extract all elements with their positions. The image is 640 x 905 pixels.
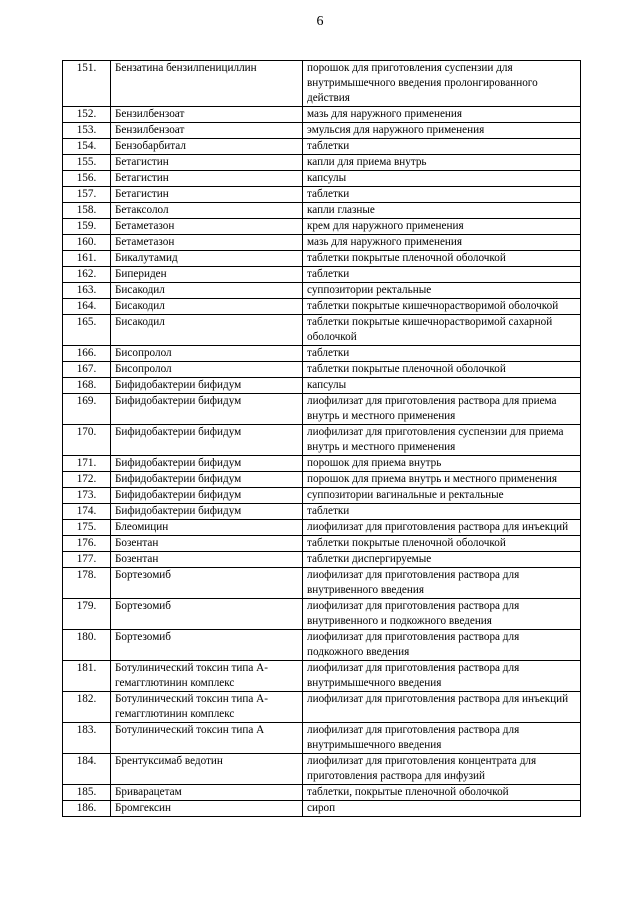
table-row: [63, 251, 581, 267]
dosage-form: таблетки: [303, 346, 581, 362]
table-row: [63, 504, 581, 520]
drug-name: Бензобарбитал: [111, 139, 303, 155]
table-row: [63, 394, 581, 425]
drug-name: Бортезомиб: [111, 599, 303, 630]
row-number: 156.: [63, 171, 111, 187]
drug-name: Бикалутамид: [111, 251, 303, 267]
table-row: [63, 155, 581, 171]
table-row: [63, 346, 581, 362]
dosage-form: лиофилизат для приготовления раствора для инъекций: [303, 692, 581, 723]
table-row: [63, 107, 581, 123]
drug-name: Бисакодил: [111, 283, 303, 299]
row-number: 169.: [63, 394, 111, 425]
row-number: 154.: [63, 139, 111, 155]
drug-name: Ботулинический токсин типа А-гемагглютинин комплекс: [111, 661, 303, 692]
drug-name: Бензатина бензилпенициллин: [111, 61, 303, 107]
drug-name: Бозентан: [111, 552, 303, 568]
table-row: [63, 61, 581, 107]
dosage-form: таблетки: [303, 187, 581, 203]
dosage-form: лиофилизат для приготовления раствора для подкожного введения: [303, 630, 581, 661]
drug-name: Бифидобактерии бифидум: [111, 425, 303, 456]
row-number: 172.: [63, 472, 111, 488]
row-number: 171.: [63, 456, 111, 472]
dosage-form: лиофилизат для приготовления суспензии для приема внутрь и местного применения: [303, 425, 581, 456]
dosage-form: таблетки покрытые пленочной оболочкой: [303, 251, 581, 267]
drug-name: Брентуксимаб ведотин: [111, 754, 303, 785]
drug-list-table: [62, 60, 581, 817]
drug-name: Бетагистин: [111, 155, 303, 171]
dosage-form: эмульсия для наружного применения: [303, 123, 581, 139]
drug-name: Бензилбензоат: [111, 107, 303, 123]
row-number: 184.: [63, 754, 111, 785]
row-number: 176.: [63, 536, 111, 552]
dosage-form: таблетки покрытые пленочной оболочкой: [303, 536, 581, 552]
drug-name: Бифидобактерии бифидум: [111, 378, 303, 394]
drug-name: Бортезомиб: [111, 630, 303, 661]
dosage-form: мазь для наружного применения: [303, 235, 581, 251]
row-number: 165.: [63, 315, 111, 346]
dosage-form: таблетки, покрытые пленочной оболочкой: [303, 785, 581, 801]
table-row: [63, 488, 581, 504]
table-row: [63, 187, 581, 203]
drug-name: Ботулинический токсин типа А: [111, 723, 303, 754]
drug-name: Бозентан: [111, 536, 303, 552]
table-row: [63, 785, 581, 801]
row-number: 180.: [63, 630, 111, 661]
row-number: 175.: [63, 520, 111, 536]
drug-name: Бипериден: [111, 267, 303, 283]
row-number: 153.: [63, 123, 111, 139]
dosage-form: суппозитории вагинальные и ректальные: [303, 488, 581, 504]
row-number: 177.: [63, 552, 111, 568]
table-row: [63, 267, 581, 283]
row-number: 161.: [63, 251, 111, 267]
table-row: [63, 139, 581, 155]
dosage-form: порошок для приема внутрь: [303, 456, 581, 472]
drug-name: Бифидобактерии бифидум: [111, 488, 303, 504]
table-row: [63, 520, 581, 536]
table-body: [63, 61, 581, 817]
dosage-form: таблетки покрытые кишечнорастворимой оболочкой: [303, 299, 581, 315]
row-number: 179.: [63, 599, 111, 630]
row-number: 174.: [63, 504, 111, 520]
dosage-form: капли глазные: [303, 203, 581, 219]
row-number: 164.: [63, 299, 111, 315]
row-number: 182.: [63, 692, 111, 723]
row-number: 151.: [63, 61, 111, 107]
dosage-form: лиофилизат для приготовления раствора для внутривенного и подкожного введения: [303, 599, 581, 630]
dosage-form: капсулы: [303, 378, 581, 394]
drug-name: Бисопролол: [111, 362, 303, 378]
row-number: 167.: [63, 362, 111, 378]
drug-name: Бетаксолол: [111, 203, 303, 219]
page-number: 6: [316, 14, 324, 29]
dosage-form: таблетки покрытые пленочной оболочкой: [303, 362, 581, 378]
dosage-form: мазь для наружного применения: [303, 107, 581, 123]
dosage-form: таблетки: [303, 139, 581, 155]
table-row: [63, 171, 581, 187]
table-row: [63, 536, 581, 552]
dosage-form: лиофилизат для приготовления раствора для внутривенного введения: [303, 568, 581, 599]
table-row: [63, 599, 581, 630]
dosage-form: лиофилизат для приготовления раствора для внутримышечного введения: [303, 723, 581, 754]
table-row: [63, 315, 581, 346]
row-number: 152.: [63, 107, 111, 123]
row-number: 173.: [63, 488, 111, 504]
drug-name: Бриварацетам: [111, 785, 303, 801]
drug-name: Бортезомиб: [111, 568, 303, 599]
drug-name: Бисакодил: [111, 315, 303, 346]
table-row: [63, 219, 581, 235]
dosage-form: лиофилизат для приготовления раствора для внутримышечного введения: [303, 661, 581, 692]
table-row: [63, 630, 581, 661]
row-number: 186.: [63, 801, 111, 817]
drug-name: Бифидобактерии бифидум: [111, 394, 303, 425]
table-row: [63, 203, 581, 219]
table-row: [63, 723, 581, 754]
table-row: [63, 378, 581, 394]
table-row: [63, 235, 581, 251]
row-number: 157.: [63, 187, 111, 203]
dosage-form: лиофилизат для приготовления раствора для приема внутрь и местного применения: [303, 394, 581, 425]
table-row: [63, 425, 581, 456]
table-row: [63, 362, 581, 378]
table-row: [63, 552, 581, 568]
row-number: 159.: [63, 219, 111, 235]
table-row: [63, 801, 581, 817]
row-number: 163.: [63, 283, 111, 299]
dosage-form: капсулы: [303, 171, 581, 187]
drug-name: Блеомицин: [111, 520, 303, 536]
row-number: 185.: [63, 785, 111, 801]
dosage-form: порошок для приготовления суспензии для внутримышечного введения пролонгированного действия: [303, 61, 581, 107]
table-row: [63, 283, 581, 299]
dosage-form: порошок для приема внутрь и местного применения: [303, 472, 581, 488]
dosage-form: суппозитории ректальные: [303, 283, 581, 299]
drug-name: Бифидобактерии бифидум: [111, 504, 303, 520]
table-row: [63, 299, 581, 315]
row-number: 166.: [63, 346, 111, 362]
dosage-form: таблетки покрытые кишечнорастворимой сахарной оболочкой: [303, 315, 581, 346]
drug-name: Бетагистин: [111, 187, 303, 203]
dosage-form: лиофилизат для приготовления раствора для инъекций: [303, 520, 581, 536]
drug-name: Бензилбензоат: [111, 123, 303, 139]
row-number: 178.: [63, 568, 111, 599]
drug-name: Бетагистин: [111, 171, 303, 187]
dosage-form: сироп: [303, 801, 581, 817]
dosage-form: крем для наружного применения: [303, 219, 581, 235]
table-row: [63, 661, 581, 692]
drug-name: Бифидобактерии бифидум: [111, 472, 303, 488]
dosage-form: таблетки: [303, 267, 581, 283]
drug-name: Бромгексин: [111, 801, 303, 817]
row-number: 160.: [63, 235, 111, 251]
row-number: 155.: [63, 155, 111, 171]
dosage-form: таблетки диспергируемые: [303, 552, 581, 568]
dosage-form: лиофилизат для приготовления концентрата для приготовления раствора для инфузий: [303, 754, 581, 785]
table-row: [63, 123, 581, 139]
dosage-form: капли для приема внутрь: [303, 155, 581, 171]
drug-name: Бисопролол: [111, 346, 303, 362]
table-row: [63, 472, 581, 488]
table-row: [63, 692, 581, 723]
row-number: 162.: [63, 267, 111, 283]
row-number: 170.: [63, 425, 111, 456]
drug-name: Бисакодил: [111, 299, 303, 315]
table-row: [63, 568, 581, 599]
drug-name: Бетаметазон: [111, 235, 303, 251]
row-number: 181.: [63, 661, 111, 692]
drug-name: Бифидобактерии бифидум: [111, 456, 303, 472]
dosage-form: таблетки: [303, 504, 581, 520]
drug-name: Ботулинический токсин типа А-гемагглютинин комплекс: [111, 692, 303, 723]
table-row: [63, 754, 581, 785]
drug-name: Бетаметазон: [111, 219, 303, 235]
table-row: [63, 456, 581, 472]
row-number: 168.: [63, 378, 111, 394]
row-number: 158.: [63, 203, 111, 219]
row-number: 183.: [63, 723, 111, 754]
